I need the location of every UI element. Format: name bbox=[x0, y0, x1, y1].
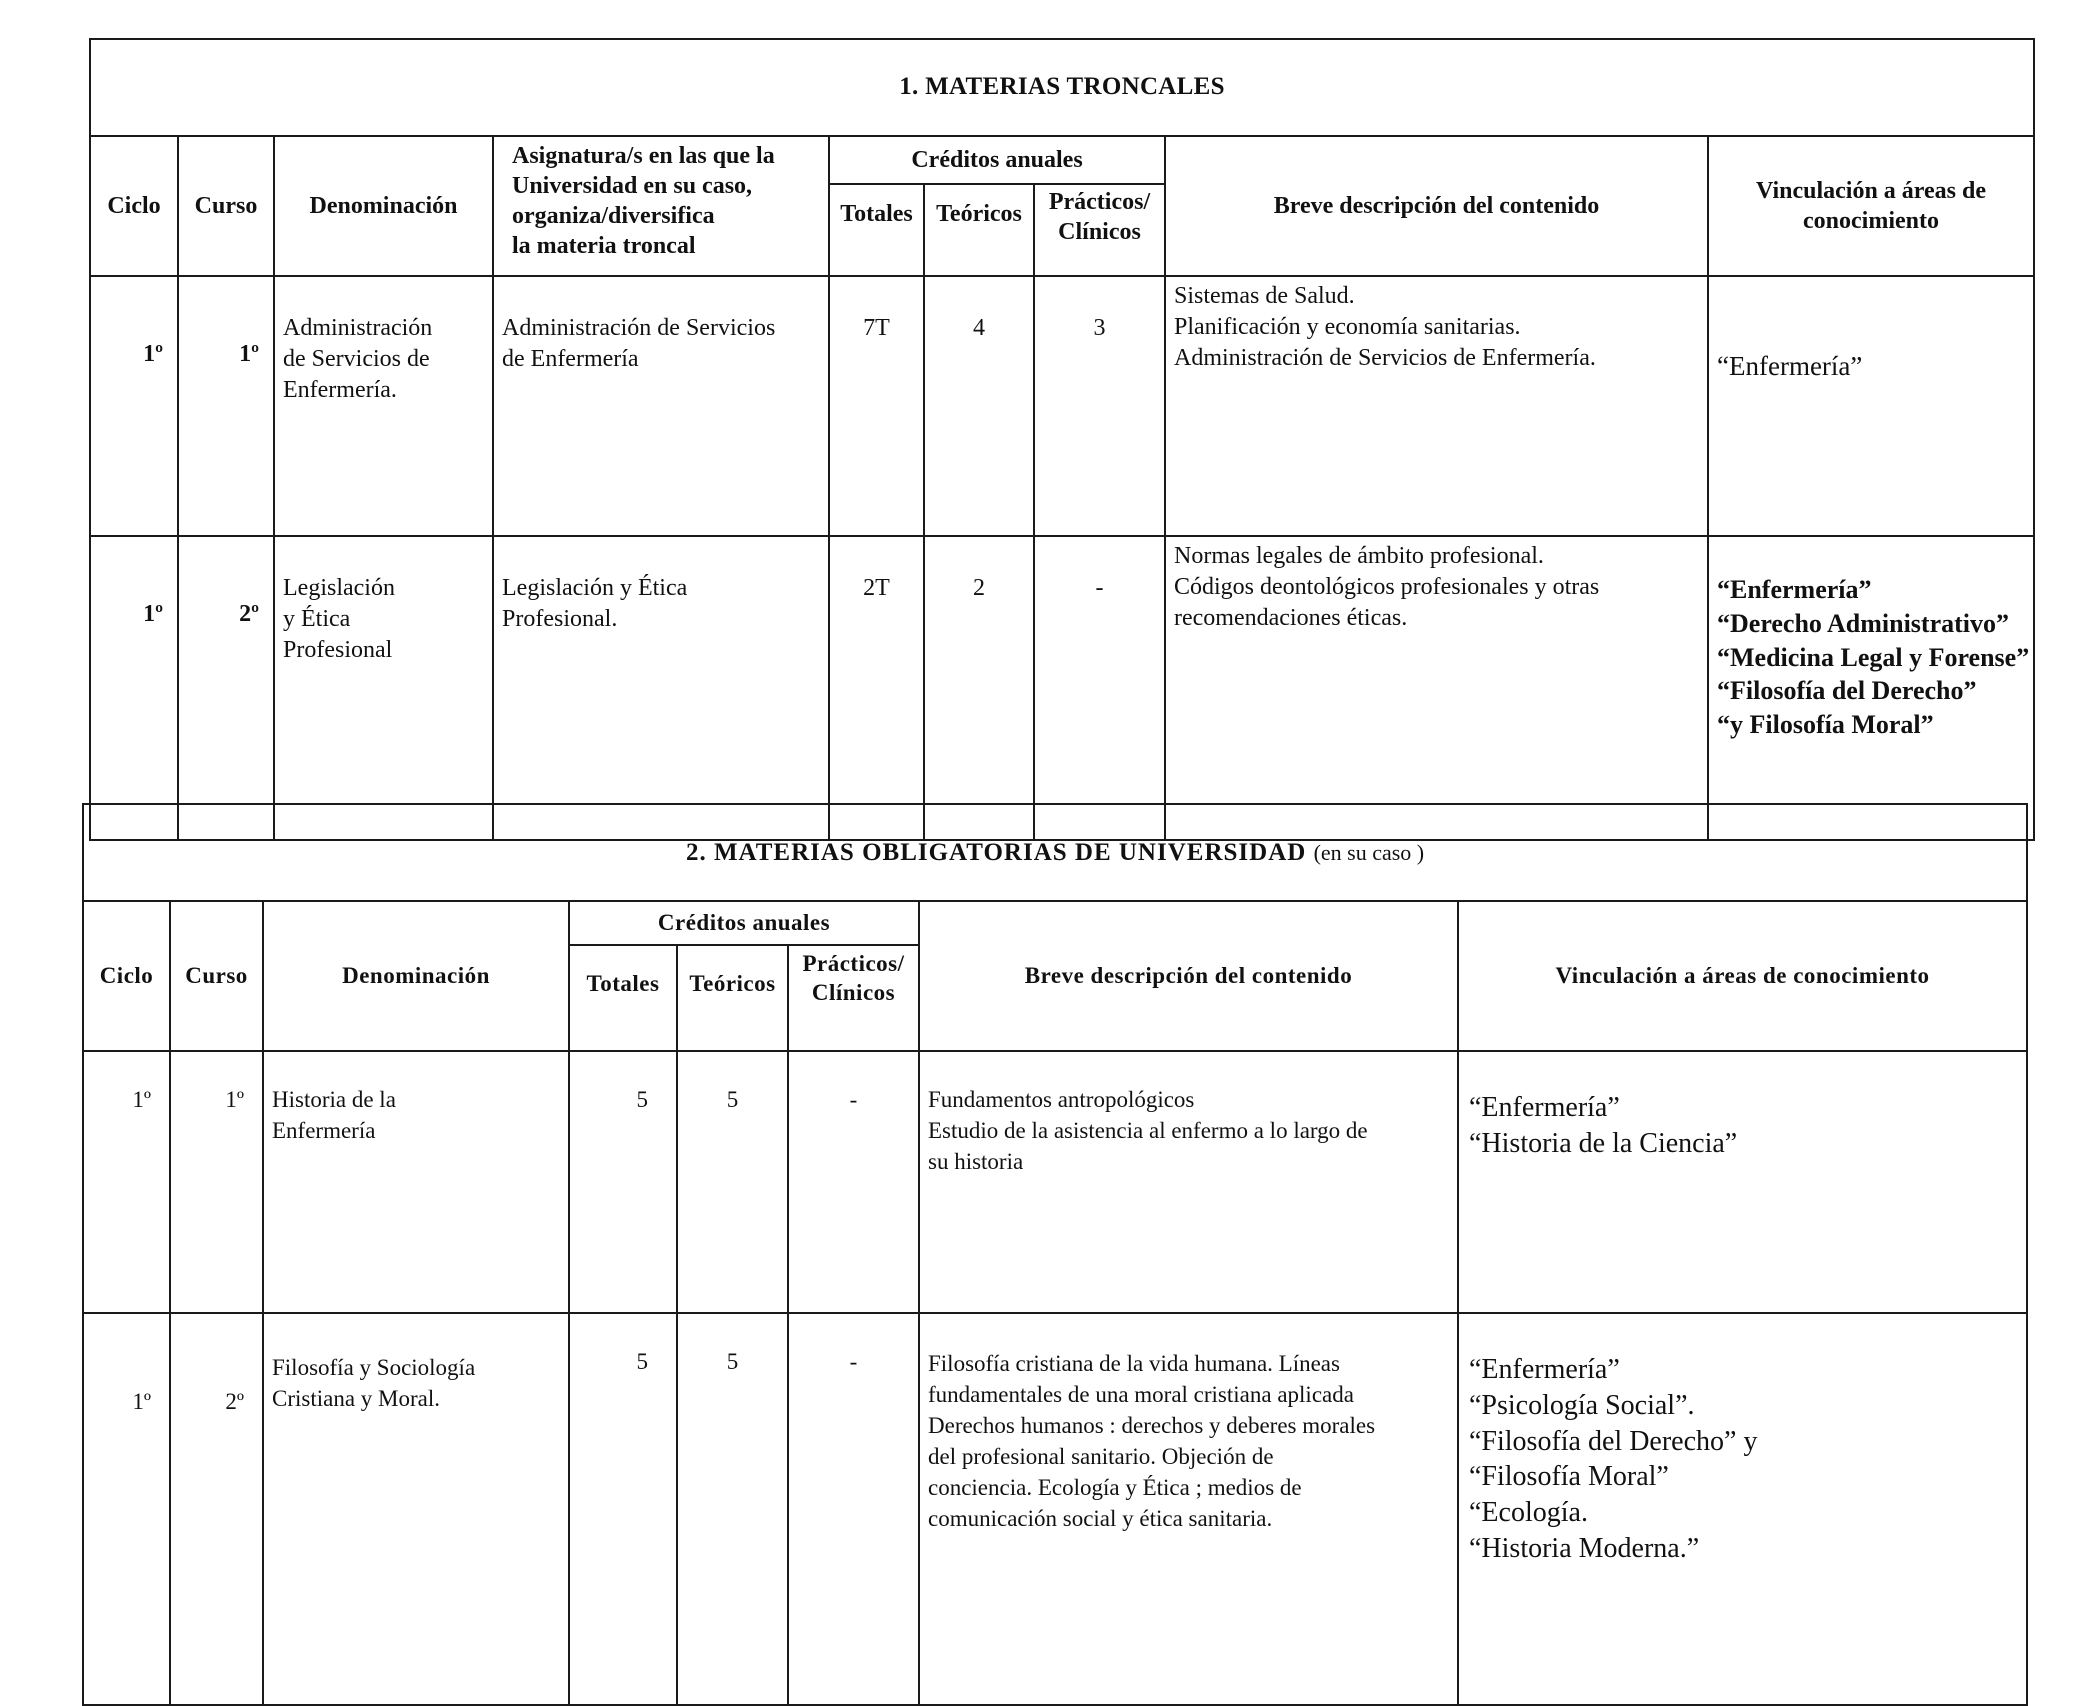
header-totales: Totales bbox=[569, 945, 677, 1051]
header-teoricos: Teóricos bbox=[677, 945, 788, 1051]
table-title: 2. MATERIAS OBLIGATORIAS DE UNIVERSIDAD (en su caso ) bbox=[83, 804, 2027, 901]
cell-denominacion: Historia de la Enfermería bbox=[263, 1051, 569, 1313]
cell-ciclo: 1º bbox=[90, 276, 178, 536]
cell-teoricos: 5 bbox=[677, 1051, 788, 1313]
cell-practicos: 3 bbox=[1034, 276, 1165, 536]
header-creditos-anuales: Créditos anuales bbox=[569, 901, 919, 945]
cell-totales: 5 bbox=[569, 1051, 677, 1313]
header-practicos: Prácticos/ Clínicos bbox=[788, 945, 919, 1051]
cell-vinculacion: “Enfermería” bbox=[1708, 276, 2034, 536]
header-curso: Curso bbox=[170, 901, 263, 1051]
header-vinculacion: Vinculación a áreas de conocimiento bbox=[1458, 901, 2027, 1051]
header-asignatura: Asignatura/s en las que la Universidad en su caso, organiza/diversifica la materia troncal bbox=[493, 136, 829, 276]
cell-descripcion: Normas legales de ámbito profesional. Códigos deontológicos profesionales y otras recomendaciones éticas. bbox=[1165, 536, 1708, 840]
cell-practicos: - bbox=[788, 1313, 919, 1705]
cell-curso: 2º bbox=[178, 536, 274, 840]
cell-descripcion: Filosofía cristiana de la vida humana. Líneas fundamentales de una moral cristiana aplicada Derechos humanos : derechos y deberes morales del profesional sanitario. Objeción de conciencia. Ecología y Ética ; medios de comunicación social y ética sanitaria. bbox=[919, 1313, 1458, 1705]
header-teoricos: Teóricos bbox=[924, 184, 1034, 276]
cell-teoricos: 5 bbox=[677, 1313, 788, 1705]
cell-totales: 2T bbox=[829, 536, 924, 840]
cell-denominacion: Administración de Servicios de Enfermería. bbox=[274, 276, 493, 536]
cell-denominacion: Legislación y Ética Profesional bbox=[274, 536, 493, 840]
materias-troncales-table bbox=[89, 38, 2035, 841]
table-row bbox=[83, 1051, 2027, 1313]
cell-curso: 1º bbox=[178, 276, 274, 536]
cell-curso: 2º bbox=[170, 1313, 263, 1705]
cell-teoricos: 4 bbox=[924, 276, 1034, 536]
cell-teoricos: 2 bbox=[924, 536, 1034, 840]
cell-denominacion: Filosofía y Sociología Cristiana y Moral. bbox=[263, 1313, 569, 1705]
cell-vinculacion: “Enfermería” “Psicología Social”. “Filosofía del Derecho” y “Filosofía Moral” “Ecología. “Historia Moderna.” bbox=[1458, 1313, 2027, 1705]
header-breve-descripcion: Breve descripción del contenido bbox=[1165, 136, 1708, 276]
cell-ciclo: 1º bbox=[90, 536, 178, 840]
cell-practicos: - bbox=[1034, 536, 1165, 840]
header-vinculacion: Vinculación a áreas de conocimiento bbox=[1708, 136, 2034, 276]
cell-asignatura: Administración de Servicios de Enfermería bbox=[493, 276, 829, 536]
cell-asignatura: Legislación y Ética Profesional. bbox=[493, 536, 829, 840]
header-ciclo: Ciclo bbox=[90, 136, 178, 276]
cell-totales: 7T bbox=[829, 276, 924, 536]
header-practicos: Prácticos/ Clínicos bbox=[1034, 184, 1165, 276]
cell-curso: 1º bbox=[170, 1051, 263, 1313]
cell-ciclo: 1º bbox=[83, 1313, 170, 1705]
cell-descripcion: Fundamentos antropológicos Estudio de la asistencia al enfermo a lo largo de su historia bbox=[919, 1051, 1458, 1313]
cell-descripcion: Sistemas de Salud. Planificación y economía sanitarias. Administración de Servicios de Enfermería. bbox=[1165, 276, 1708, 536]
header-totales: Totales bbox=[829, 184, 924, 276]
cell-totales: 5 bbox=[569, 1313, 677, 1705]
materias-obligatorias-table bbox=[82, 803, 2028, 1706]
cell-ciclo: 1º bbox=[83, 1051, 170, 1313]
table-row bbox=[83, 1313, 2027, 1705]
header-creditos-anuales: Créditos anuales bbox=[829, 136, 1165, 184]
table-row bbox=[90, 536, 2034, 840]
cell-practicos: - bbox=[788, 1051, 919, 1313]
table-row bbox=[90, 276, 2034, 536]
cell-vinculacion: “Enfermería” “Derecho Administrativo” “Medicina Legal y Forense” “Filosofía del Derecho” “y Filosofía Moral” bbox=[1708, 536, 2034, 840]
header-breve-descripcion: Breve descripción del contenido bbox=[919, 901, 1458, 1051]
header-denominacion: Denominación bbox=[263, 901, 569, 1051]
header-ciclo: Ciclo bbox=[83, 901, 170, 1051]
cell-vinculacion: “Enfermería” “Historia de la Ciencia” bbox=[1458, 1051, 2027, 1313]
table-title: 1. MATERIAS TRONCALES bbox=[90, 39, 2034, 136]
header-curso: Curso bbox=[178, 136, 274, 276]
header-denominacion: Denominación bbox=[274, 136, 493, 276]
